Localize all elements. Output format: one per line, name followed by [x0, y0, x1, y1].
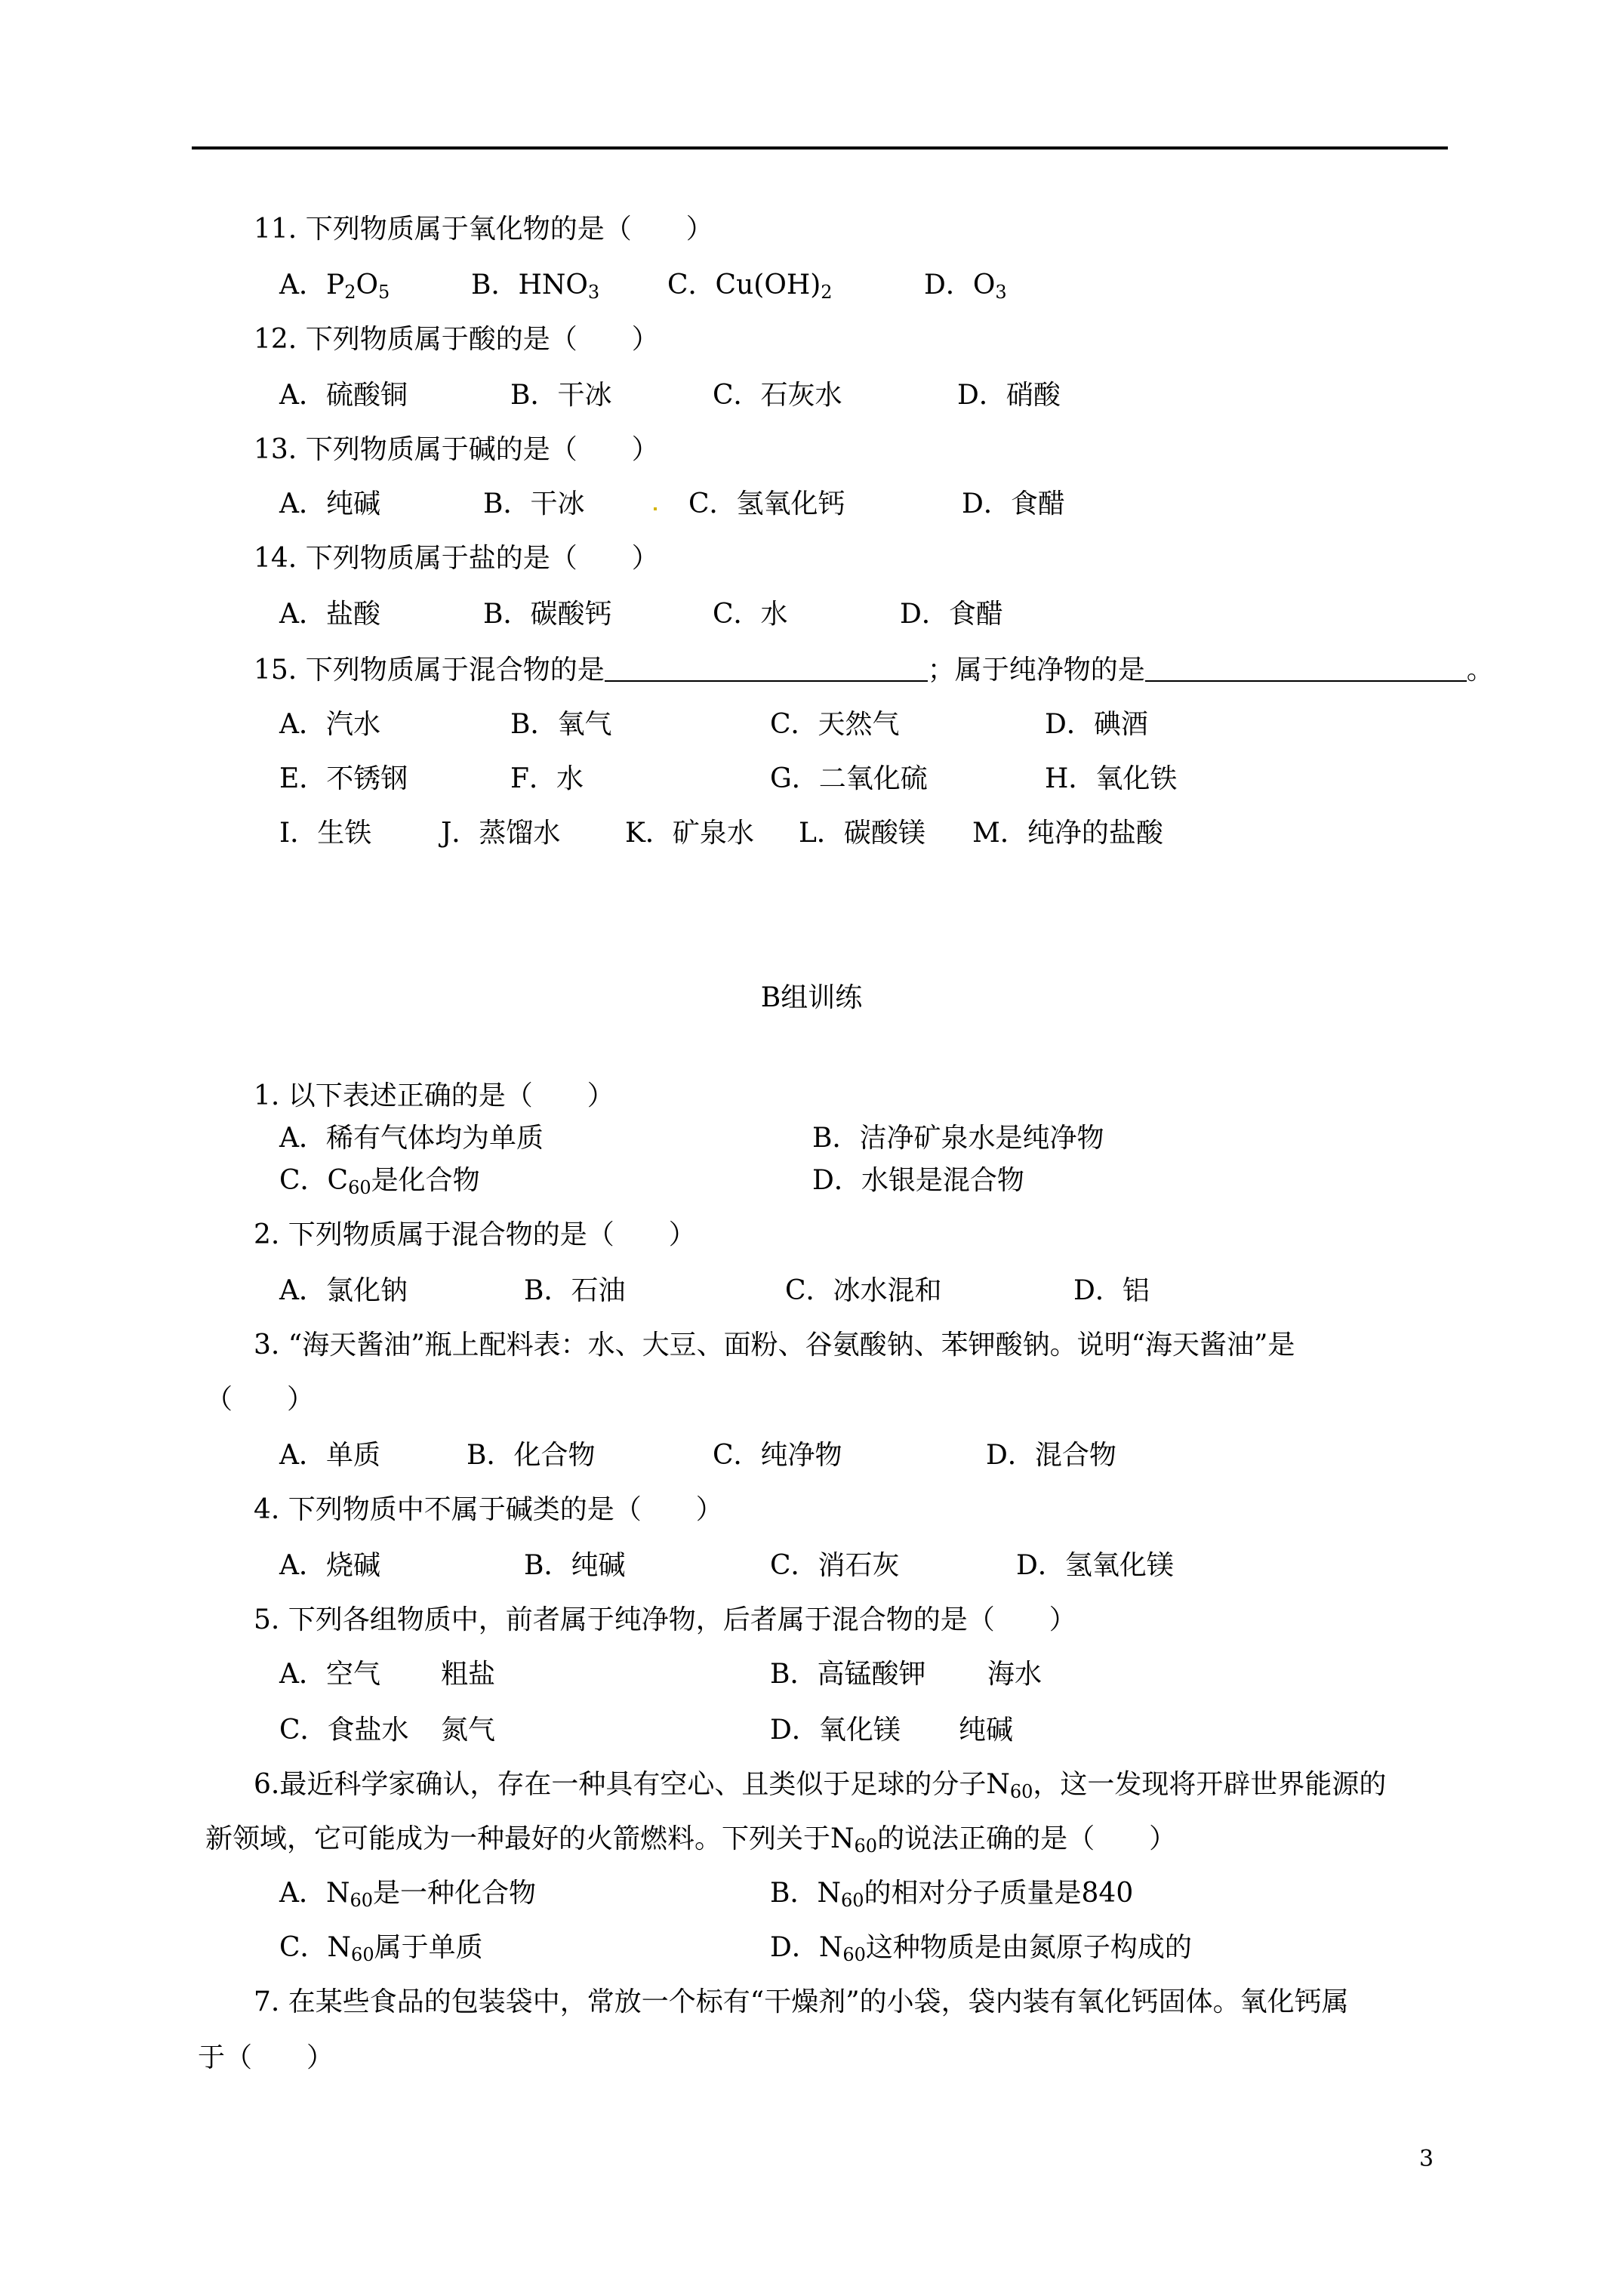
header-rule — [192, 146, 1448, 149]
b4-option-c: C．消石灰 — [770, 1550, 900, 1581]
q12-option-b: B．干冰 — [510, 380, 612, 411]
q13-option-a: A．纯碱 — [279, 488, 380, 519]
b2-option-c: C．冰水混和 — [785, 1275, 942, 1306]
q15-mixture-blank[interactable] — [605, 655, 928, 682]
b7-stem: 7. 在某些食品的包装袋中，常放一个标有“干燥剂”的小袋，袋内装有氧化钙固体。氧化钙属 — [254, 1986, 1349, 2017]
b3-option-b: B．化合物 — [467, 1440, 596, 1471]
b5-option-a-second: 粗盐 — [441, 1659, 496, 1690]
q15-option-f: F．水 — [510, 763, 584, 794]
b5-option-d: D．氧化镁 — [770, 1715, 901, 1746]
b1-stem: 1. 以下表述正确的是（ ） — [254, 1080, 614, 1111]
b2-option-a: A．氯化钠 — [279, 1275, 408, 1306]
b6-option-b: B．$N_{60}$的相对分子质量是840 — [770, 1878, 1134, 1911]
q12-option-a: A．硫酸铜 — [279, 380, 408, 411]
q14-option-b: B．碳酸钙 — [483, 599, 612, 630]
q14-option-c: C．水 — [713, 599, 788, 630]
q15-option-h: H．氧化铁 — [1045, 763, 1178, 794]
b3-option-c: C．纯净物 — [713, 1440, 842, 1471]
q15-stem: 15. 下列物质属于混合物的是 ；属于纯净物的是 。 — [254, 655, 1494, 686]
b7-stem-cont: 于（ ） — [198, 2042, 334, 2073]
b1-option-d: D．水银是混合物 — [812, 1165, 1024, 1196]
q15-option-i: I．生铁 — [279, 818, 372, 849]
q11-option-c: C．$Cu(OH)_2$ — [667, 270, 833, 303]
q12-stem: 12. 下列物质属于酸的是（ ） — [254, 324, 659, 355]
q13-option-c: C．氢氧化钙 — [688, 488, 845, 519]
q15-option-l: L．碳酸镁 — [799, 818, 925, 849]
q15-pure-blank[interactable] — [1145, 655, 1467, 682]
b5-option-c-second: 氮气 — [441, 1715, 496, 1746]
b1-option-a: A．稀有气体均为单质 — [279, 1123, 544, 1154]
b3-stem: 3. “海天酱油”瓶上配料表：水、大豆、面粉、谷氨酸钠、苯钾酸钠。说明“海天酱油”是 — [254, 1330, 1295, 1361]
b4-option-a: A．烧碱 — [279, 1550, 380, 1581]
b3-stem-cont: （ ） — [205, 1384, 315, 1415]
q15-option-g: G．二氧化硫 — [770, 763, 928, 794]
q15-option-k: K．矿泉水 — [625, 818, 754, 849]
q15-option-m: M．纯净的盐酸 — [972, 818, 1163, 849]
page-number: 3 — [1419, 2146, 1434, 2172]
b6-stem: 6.最近科学家确认，存在一种具有空心、且类似于足球的分子$N_{60}$，这一发现将开辟世界能源的 — [254, 1769, 1387, 1802]
q15-option-a: A．汽水 — [279, 709, 380, 740]
b2-option-b: B．石油 — [524, 1275, 626, 1306]
b4-option-b: B．纯碱 — [524, 1550, 626, 1581]
b6-stem-cont: 新领域，它可能成为一种最好的火箭燃料。下列关于$N_{60}$的说法正确的是（ ） — [205, 1823, 1177, 1857]
b5-option-d-second: 纯碱 — [959, 1715, 1014, 1746]
q12-option-d: D．硝酸 — [957, 380, 1061, 411]
b6-option-c: C．$N_{60}$属于单质 — [279, 1932, 483, 1965]
b5-option-a: A．空气 — [279, 1659, 380, 1690]
q15-option-e: E．不锈钢 — [279, 763, 408, 794]
b1-option-b: B．洁净矿泉水是纯净物 — [812, 1123, 1104, 1154]
b3-option-d: D．混合物 — [986, 1440, 1116, 1471]
q14-option-d: D．食醋 — [900, 599, 1003, 630]
q14-option-a: A．盐酸 — [279, 599, 380, 630]
q11-stem: 11. 下列物质属于氧化物的是（ ） — [254, 214, 713, 245]
b2-stem: 2. 下列物质属于混合物的是（ ） — [254, 1219, 696, 1250]
section-title: B组训练 — [760, 982, 863, 1013]
b5-option-b: B．高锰酸钾 — [770, 1659, 926, 1690]
b4-stem: 4. 下列物质中不属于碱类的是（ ） — [254, 1494, 723, 1525]
q15-option-c: C．天然气 — [770, 709, 900, 740]
b1-option-c: C．$C_{60}$是化合物 — [279, 1165, 480, 1198]
b5-stem: 5. 下列各组物质中，前者属于纯净物，后者属于混合物的是（ ） — [254, 1604, 1076, 1635]
q12-option-c: C．石灰水 — [713, 380, 842, 411]
stray-dot — [654, 507, 657, 510]
b6-option-a: A．$N_{60}$是一种化合物 — [279, 1878, 537, 1911]
b5-option-b-second: 海水 — [987, 1659, 1042, 1690]
q13-stem: 13. 下列物质属于碱的是（ ） — [254, 434, 659, 465]
q11-option-a: A．$P_2O_5$ — [279, 270, 390, 303]
q11-option-b: B．$HNO_3$ — [471, 270, 600, 303]
q15-option-b: B．氧气 — [510, 709, 612, 740]
b6-option-d: D．$N_{60}$这种物质是由氮原子构成的 — [770, 1932, 1192, 1965]
b5-option-c: C．食盐水 — [279, 1715, 409, 1746]
b4-option-d: D．氢氧化镁 — [1016, 1550, 1174, 1581]
q13-option-b: B．干冰 — [483, 488, 585, 519]
q15-option-d: D．碘酒 — [1045, 709, 1148, 740]
q14-stem: 14. 下列物质属于盐的是（ ） — [254, 543, 659, 574]
q15-option-j: J．蒸馏水 — [441, 818, 561, 849]
b2-option-d: D．铝 — [1073, 1275, 1150, 1306]
b3-option-a: A．单质 — [279, 1440, 380, 1471]
q11-option-d: D．$O_3$ — [924, 270, 1007, 303]
q13-option-d: D．食醋 — [962, 488, 1065, 519]
